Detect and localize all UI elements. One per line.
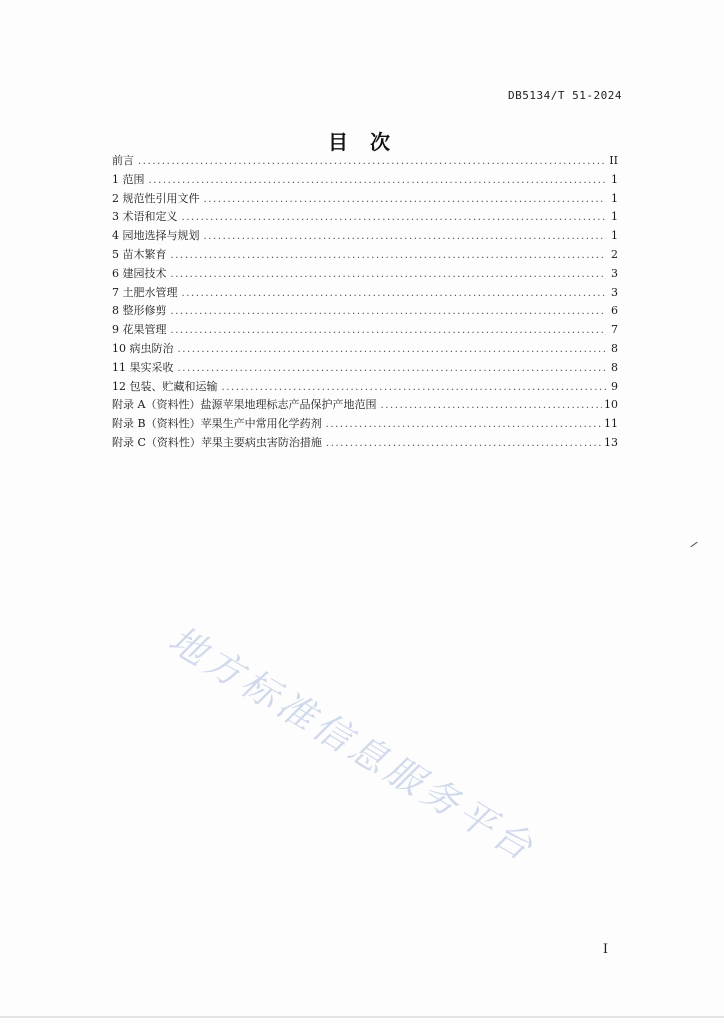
toc-entry-page: 9 — [611, 379, 618, 393]
toc-entry-label: 附录 B（资料性）苹果生产中常用化学药剂 — [112, 417, 322, 431]
toc-title: 目次 — [328, 130, 412, 154]
toc-entry-label: 附录 A（资料性）盐源苹果地理标志产品保护产地范围 — [112, 398, 377, 412]
toc-leader-dots — [380, 397, 602, 416]
toc-entry-label: 9 花果管理 — [112, 323, 167, 337]
toc-entry-page: 8 — [611, 341, 618, 355]
toc-entry-label: 11 果实采收 — [112, 360, 174, 374]
toc-leader-dots — [171, 266, 607, 285]
toc-leader-dots — [222, 379, 607, 398]
toc-entry-3[interactable] — [112, 208, 618, 227]
toc-entry-6[interactable] — [112, 265, 618, 284]
toc-entry-8[interactable] — [112, 302, 618, 321]
toc-entry-foreword[interactable] — [112, 152, 618, 171]
toc-leader-dots — [182, 285, 607, 304]
table-of-contents — [112, 152, 618, 453]
toc-entry-label: 3 术语和定义 — [112, 210, 178, 224]
toc-entry-2[interactable] — [112, 190, 618, 209]
toc-entry-page: 6 — [611, 304, 618, 318]
toc-entry-appendix-a[interactable] — [112, 396, 618, 415]
toc-leader-dots — [326, 435, 602, 454]
toc-leader-dots — [204, 191, 607, 210]
toc-entry-page: 3 — [611, 285, 618, 299]
toc-entry-label: 7 土肥水管理 — [112, 285, 178, 299]
toc-entry-page: 11 — [604, 417, 618, 431]
toc-entry-label: 5 苗木繁育 — [112, 247, 167, 261]
toc-leader-dots — [171, 303, 607, 322]
toc-entry-5[interactable] — [112, 246, 618, 265]
toc-entry-12[interactable] — [112, 378, 618, 397]
watermark-text: 地方标准信息服务平台 — [161, 617, 544, 871]
toc-entry-label: 2 规范性引用文件 — [112, 191, 200, 205]
toc-entry-label: 6 建园技术 — [112, 266, 167, 280]
toc-leader-dots — [326, 416, 602, 435]
toc-entry-page: 13 — [604, 435, 618, 449]
toc-entry-page: 1 — [611, 210, 618, 224]
toc-entry-4[interactable] — [112, 227, 618, 246]
toc-entry-page: 1 — [611, 172, 618, 186]
toc-entry-page: 10 — [604, 398, 618, 412]
toc-leader-dots — [178, 341, 607, 360]
toc-leader-dots — [178, 360, 607, 379]
toc-entry-label: 前言 — [112, 154, 134, 167]
toc-entry-7[interactable] — [112, 284, 618, 303]
toc-leader-dots — [171, 322, 607, 341]
toc-leader-dots — [204, 228, 607, 247]
toc-entry-10[interactable] — [112, 340, 618, 359]
toc-leader-dots — [138, 153, 606, 172]
toc-entry-page: 1 — [611, 229, 618, 243]
toc-leader-dots — [171, 247, 607, 266]
document-code: DB5134/T 51-2024 — [508, 89, 622, 102]
toc-entry-11[interactable] — [112, 359, 618, 378]
toc-entry-page: 2 — [611, 247, 618, 261]
toc-entry-label: 1 范围 — [112, 172, 145, 186]
page-number: I — [602, 942, 608, 957]
toc-leader-dots — [182, 209, 607, 228]
toc-entry-page: 1 — [611, 191, 618, 205]
toc-entry-label: 8 整形修剪 — [112, 304, 167, 318]
toc-entry-appendix-c[interactable] — [112, 434, 618, 453]
toc-entry-label: 4 园地选择与规划 — [112, 229, 200, 243]
toc-entry-page: 8 — [611, 360, 618, 374]
scan-edge-shadow — [0, 1016, 724, 1018]
toc-entry-page: 7 — [611, 323, 618, 337]
toc-entry-page: II — [609, 154, 618, 167]
toc-leader-dots — [149, 172, 607, 191]
toc-entry-page: 3 — [611, 266, 618, 280]
toc-entry-label: 附录 C（资料性）苹果主要病虫害防治措施 — [112, 435, 322, 449]
toc-entry-appendix-b[interactable] — [112, 415, 618, 434]
toc-entry-label: 12 包装、贮藏和运输 — [112, 379, 218, 393]
toc-entry-1[interactable] — [112, 171, 618, 190]
scan-mark — [690, 542, 697, 547]
toc-entry-9[interactable] — [112, 321, 618, 340]
toc-entry-label: 10 病虫防治 — [112, 341, 174, 355]
